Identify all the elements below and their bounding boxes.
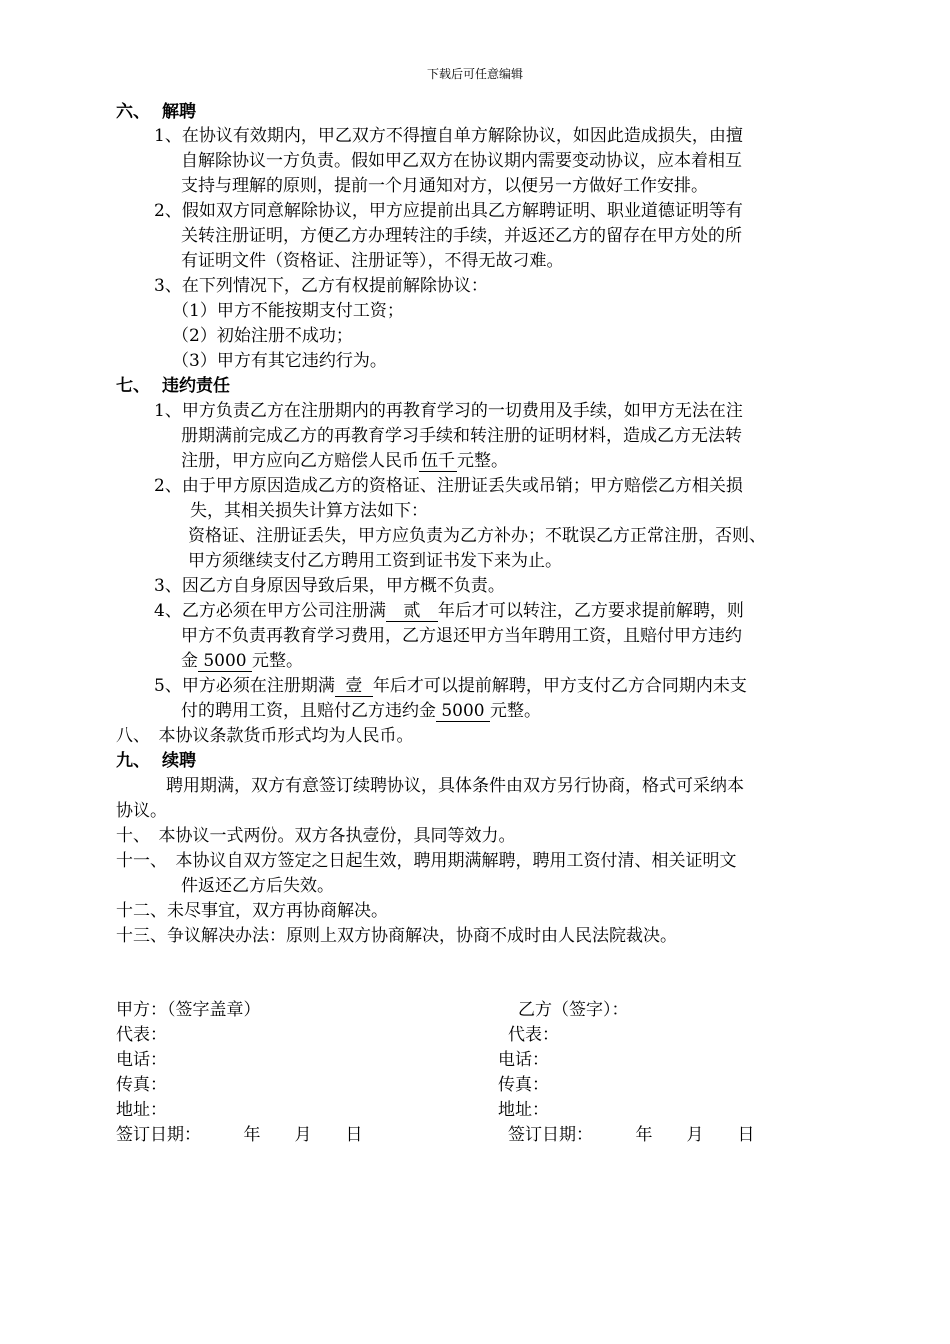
clause-7-3: 3、因乙方自身原因导致后果，甲方概不负责。	[154, 576, 505, 596]
clause-7-5-line-1: 5、甲方必须在注册期满 壹 年后才可以提前解聘，甲方支付乙方合同期内未支	[154, 676, 747, 696]
clause-7-1-line-2: 册期满前完成乙方的再教育学习手续和转注册的证明材料，造成乙方无法转	[181, 426, 742, 446]
party-b-representative-label: 代表：	[508, 1025, 559, 1045]
party-a-address-label: 地址：	[116, 1100, 167, 1120]
clause-7-2-detail-line-2: 甲方须继续支付乙方聘用工资到证书发下来为止。	[188, 551, 562, 571]
party-a-representative-label: 代表：	[116, 1025, 167, 1045]
section-7-heading	[116, 374, 230, 398]
clause-6-3: 3、在下列情况下，乙方有权提前解除协议：	[154, 276, 488, 296]
section-6-number: 六、	[116, 102, 150, 122]
section-9-heading	[116, 749, 196, 773]
section-13: 十三、争议解决办法：原则上双方协商解决，协商不成时由人民法院裁决。	[116, 926, 677, 946]
clause-7-2-detail-line-1: 资格证、注册证丢失，甲方应负责为乙方补办；不耽误乙方正常注册，否则、	[188, 526, 766, 546]
party-a-signature-label: 甲方：（签字盖章）	[116, 1000, 261, 1020]
section-9-body-line-1: 聘用期满，双方有意签订续聘协议，具体条件由双方另行协商，格式可采纳本	[166, 776, 744, 796]
clause-7-4-line-1: 4、乙方必须在甲方公司注册满 贰 年后才可以转注，乙方要求提前解聘，则	[154, 601, 744, 621]
section-11-line-1: 十一、 本协议自双方签定之日起生效，聘用期满解聘，聘用工资付清、相关证明文	[116, 851, 737, 871]
section-9-title: 续聘	[162, 751, 196, 771]
section-12: 十二、未尽事宜，双方再协商解决。	[116, 901, 388, 921]
compensation-amount: 伍千	[421, 451, 455, 471]
party-b-phone-label: 电话：	[498, 1050, 549, 1070]
clause-6-3-sub-1: （1）甲方不能按期支付工资；	[172, 301, 404, 321]
clause-7-4-line-3: 金 5000 元整。	[181, 651, 303, 671]
section-8: 八、 本协议条款货币形式均为人民币。	[116, 726, 414, 746]
section-6-heading	[116, 100, 196, 124]
clause-7-2-line-2: 失，其相关损失计算方法如下：	[190, 501, 428, 521]
party-b-signature-label: 乙方（签字）：	[518, 1000, 629, 1020]
clause-6-2-line-3: 有证明文件（资格证、注册证等），不得无故刁难。	[181, 251, 564, 271]
party-b-date-label: 签订日期： 年 月 日	[508, 1125, 755, 1145]
penalty-amount-a: 5000	[198, 651, 252, 672]
section-7-title: 违约责任	[162, 376, 230, 396]
penalty-amount-b: 5000	[436, 701, 490, 722]
transfer-years: 贰	[386, 601, 438, 622]
clause-6-1-line-2: 自解除协议一方负责。假如甲乙双方在协议期内需要变动协议，应本着相互	[181, 151, 742, 171]
clause-6-3-sub-3: （3）甲方有其它违约行为。	[172, 351, 387, 371]
party-b-address-label: 地址：	[498, 1100, 549, 1120]
clause-7-4-line-2: 甲方不负责再教育学习费用，乙方退还甲方当年聘用工资，且赔付甲方违约	[181, 626, 742, 646]
section-9-number: 九、	[116, 751, 150, 771]
dismissal-years: 壹	[335, 676, 373, 697]
party-a-fax-label: 传真：	[116, 1075, 167, 1095]
clause-7-1-line-1: 1、甲方负责乙方在注册期内的再教育学习的一切费用及手续，如甲方无法在注	[154, 401, 743, 421]
section-11-line-2: 件返还乙方后失效。	[181, 876, 334, 896]
clause-7-2-line-1: 2、由于甲方原因造成乙方的资格证、注册证丢失或吊销；甲方赔偿乙方相关损	[154, 476, 743, 496]
section-10: 十、 本协议一式两份。双方各执壹份，具同等效力。	[116, 826, 516, 846]
section-6-title: 解聘	[162, 102, 196, 122]
clause-6-1-line-3: 支持与理解的原则，提前一个月通知对方，以便另一方做好工作安排。	[181, 176, 708, 196]
clause-7-1-line-3: 注册，甲方应向乙方赔偿人民币 伍千 元整。	[181, 451, 508, 471]
clause-6-2-line-2: 关转注册证明，方便乙方办理转注的手续，并返还乙方的留存在甲方处的所	[181, 226, 742, 246]
clause-6-3-sub-2: （2）初始注册不成功；	[172, 326, 353, 346]
party-a-phone-label: 电话：	[116, 1050, 167, 1070]
page-header: 下载后可任意编辑	[426, 67, 523, 81]
clause-6-2-line-1: 2、假如双方同意解除协议，甲方应提前出具乙方解聘证明、职业道德证明等有	[154, 201, 743, 221]
party-a-date-label: 签订日期： 年 月 日	[116, 1125, 363, 1145]
party-b-fax-label: 传真：	[498, 1075, 549, 1095]
section-9-body-line-2: 协议。	[116, 801, 167, 821]
clause-6-1-line-1: 1、在协议有效期内，甲乙双方不得擅自单方解除协议，如因此造成损失，由擅	[154, 126, 743, 146]
clause-7-5-line-2: 付的聘用工资，且赔付乙方违约金 5000 元整。	[181, 701, 541, 721]
section-7-number: 七、	[116, 376, 150, 396]
